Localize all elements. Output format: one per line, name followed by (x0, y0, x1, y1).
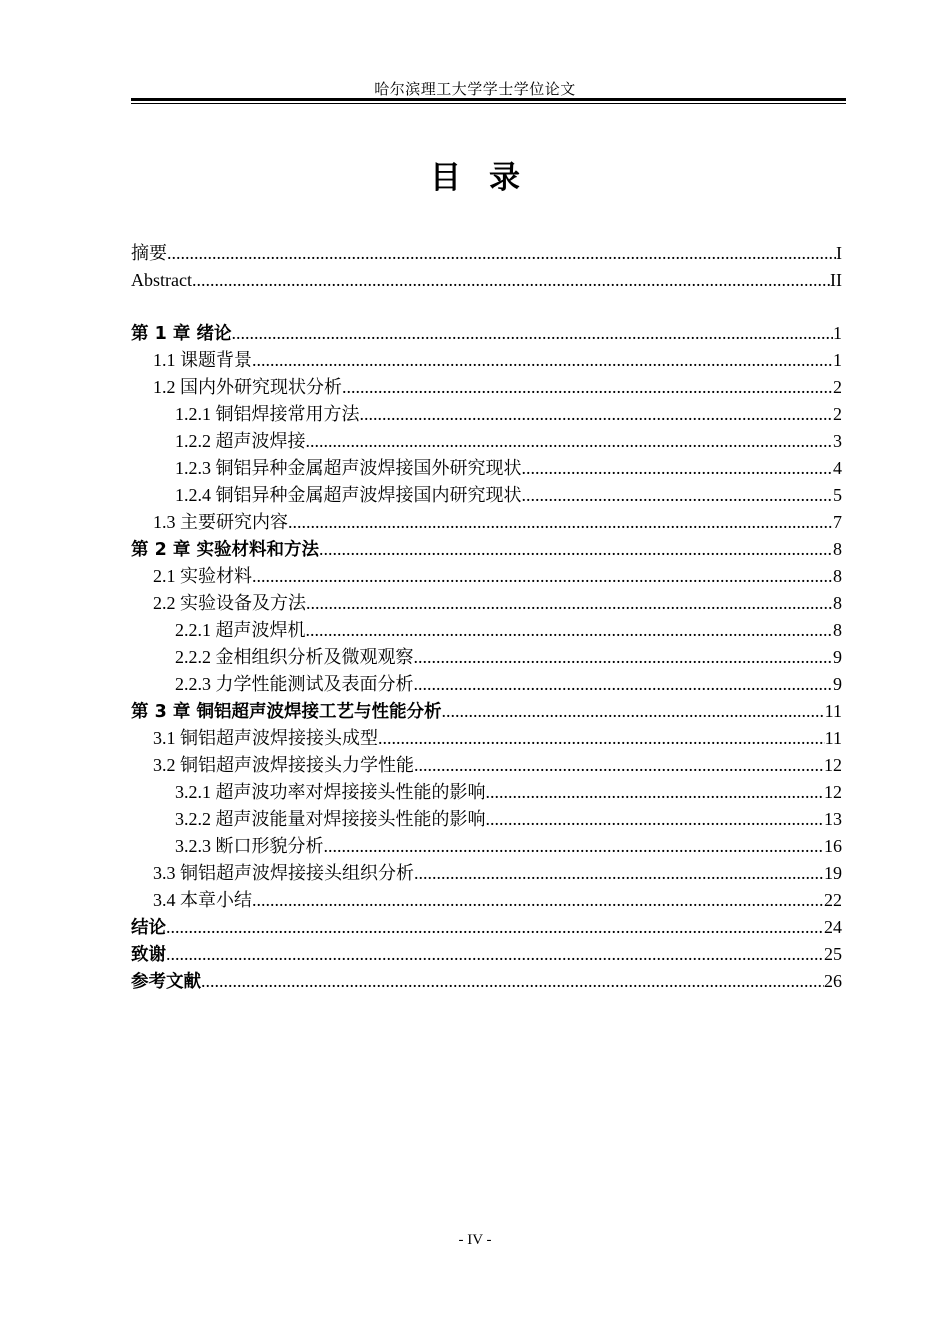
toc-dot-leader (306, 617, 834, 644)
toc-entry[interactable] (131, 968, 842, 995)
toc-dot-leader (201, 968, 824, 995)
toc-dot-leader (231, 320, 833, 347)
toc-dot-leader (441, 698, 824, 725)
toc-entry[interactable] (131, 806, 842, 833)
toc-entry[interactable] (131, 887, 842, 914)
toc-entry-page: 9 (833, 674, 842, 694)
toc-entry[interactable] (131, 267, 842, 294)
toc-entry-label: 1.2.1 铜铝焊接常用方法 (175, 404, 360, 424)
toc-entry-label: 1.3 主要研究内容 (153, 512, 288, 532)
toc-dot-leader (192, 267, 830, 294)
toc-entry-label: 第 1 章 绪论 (131, 324, 232, 344)
toc-dot-leader (252, 887, 824, 914)
toc-entry-label: 2.2.3 力学性能测试及表面分析 (175, 674, 414, 694)
toc-dot-leader (486, 806, 825, 833)
toc-entry[interactable] (131, 590, 842, 617)
toc-entry[interactable] (131, 347, 842, 374)
toc-entry[interactable] (131, 536, 842, 563)
toc-entry[interactable] (131, 401, 842, 428)
toc-entry-page: 16 (824, 836, 842, 856)
toc-entry-label: 致谢 (131, 945, 166, 965)
toc-entry-page: 4 (833, 458, 842, 478)
toc-entry[interactable] (131, 644, 842, 671)
toc-entry-label: 结论 (131, 918, 166, 938)
toc-dot-leader (166, 914, 824, 941)
header-rule-thin (131, 103, 846, 104)
toc-title: 目录 (430, 160, 548, 196)
toc-entry-page: 12 (824, 755, 842, 775)
toc-entry[interactable] (131, 698, 842, 725)
toc-dot-leader (252, 347, 833, 374)
toc-entry-label: 参考文献 (131, 972, 201, 992)
toc-entry-label: 第 2 章 实验材料和方法 (131, 540, 319, 560)
toc-entry-page: 25 (824, 944, 842, 964)
toc-entry-label: 摘要 (131, 243, 167, 263)
toc-dot-leader (378, 725, 825, 752)
toc-dot-leader (306, 590, 833, 617)
toc-entry[interactable] (131, 455, 842, 482)
toc-dot-leader (414, 644, 834, 671)
toc-entry-label: 3.2.1 超声波功率对焊接接头性能的影响 (175, 782, 486, 802)
toc-entry-label: 1.2.2 超声波焊接 (175, 431, 306, 451)
toc-entry[interactable] (131, 833, 842, 860)
running-header: 哈尔滨理工大学学士学位论文 (374, 82, 576, 98)
toc-entry[interactable] (131, 914, 842, 941)
toc-dot-leader (414, 860, 824, 887)
toc-dot-leader (360, 401, 834, 428)
toc-entry-label: 3.2.3 断口形貌分析 (175, 836, 324, 856)
toc-entry[interactable] (131, 779, 842, 806)
toc-dot-leader (486, 779, 825, 806)
toc-entry[interactable] (131, 428, 842, 455)
toc-dot-leader (342, 374, 833, 401)
toc-dot-leader (306, 428, 834, 455)
toc-entry[interactable] (131, 563, 842, 590)
toc-entry[interactable] (131, 671, 842, 698)
toc-entry-page: 1 (833, 323, 842, 343)
toc-entry-page: 24 (824, 917, 842, 937)
toc-dot-leader (522, 482, 834, 509)
toc-dot-leader (414, 671, 834, 698)
toc-entry-label: 2.1 实验材料 (153, 566, 252, 586)
toc-dot-leader (167, 240, 836, 267)
toc-entry-page: 2 (833, 404, 842, 424)
toc-entry[interactable] (131, 941, 842, 968)
toc-entry-label: 3.3 铜铝超声波焊接接头组织分析 (153, 863, 414, 883)
toc-entry-page: 9 (833, 647, 842, 667)
toc-entry[interactable] (131, 240, 842, 267)
toc-entry-label: 2.2.1 超声波焊机 (175, 620, 306, 640)
toc-entry-label: 第 3 章 铜铝超声波焊接工艺与性能分析 (131, 702, 442, 722)
toc-entry[interactable] (131, 725, 842, 752)
toc-entry-label: 1.2.3 铜铝异种金属超声波焊接国外研究现状 (175, 458, 522, 478)
toc-entry[interactable] (131, 860, 842, 887)
toc-entry[interactable] (131, 752, 842, 779)
toc-entry-page: II (830, 270, 842, 290)
toc-dot-leader (414, 752, 824, 779)
toc-entry-page: 11 (824, 728, 842, 748)
toc-entry-page: 11 (824, 701, 842, 721)
toc-entry-page: 8 (833, 539, 842, 559)
toc-entry[interactable] (131, 374, 842, 401)
toc-entry-page: 26 (824, 971, 842, 991)
toc-entry-page: 12 (824, 782, 842, 802)
toc-entry-label: 3.1 铜铝超声波焊接接头成型 (153, 728, 378, 748)
toc-entry-page: 2 (833, 377, 842, 397)
toc-entry-page: 5 (833, 485, 842, 505)
toc-entry-page: 8 (833, 593, 842, 613)
table-of-contents (131, 240, 842, 995)
toc-entry-page: 13 (824, 809, 842, 829)
toc-entry[interactable] (131, 617, 842, 644)
toc-dot-leader (288, 509, 833, 536)
toc-entry-page: 3 (833, 431, 842, 451)
toc-entry-page: 22 (824, 890, 842, 910)
toc-entry-page: 8 (833, 566, 842, 586)
toc-dot-leader (522, 455, 834, 482)
toc-entry-label: Abstract (131, 270, 192, 290)
toc-entry[interactable] (131, 320, 842, 347)
toc-entry-page: 7 (833, 512, 842, 532)
toc-entry-label: 2.2 实验设备及方法 (153, 593, 306, 613)
header-rule-thick (131, 98, 846, 101)
toc-dot-leader (319, 536, 833, 563)
toc-entry-label: 3.2.2 超声波能量对焊接接头性能的影响 (175, 809, 486, 829)
page-number: - IV - (458, 1232, 492, 1248)
toc-entry-page: 19 (824, 863, 842, 883)
toc-entry-label: 1.1 课题背景 (153, 350, 252, 370)
toc-entry-page: 1 (833, 350, 842, 370)
toc-entry[interactable] (131, 509, 842, 536)
toc-dot-leader (166, 941, 824, 968)
toc-dot-leader (252, 563, 833, 590)
toc-entry-page: 8 (833, 620, 842, 640)
toc-entry-label: 2.2.2 金相组织分析及微观观察 (175, 647, 414, 667)
toc-entry-label: 1.2 国内外研究现状分析 (153, 377, 342, 397)
toc-entry-label: 3.2 铜铝超声波焊接接头力学性能 (153, 755, 414, 775)
toc-entry-page: I (836, 243, 842, 263)
toc-entry-label: 1.2.4 铜铝异种金属超声波焊接国内研究现状 (175, 485, 522, 505)
toc-dot-leader (324, 833, 825, 860)
toc-entry-label: 3.4 本章小结 (153, 890, 252, 910)
toc-entry[interactable] (131, 482, 842, 509)
